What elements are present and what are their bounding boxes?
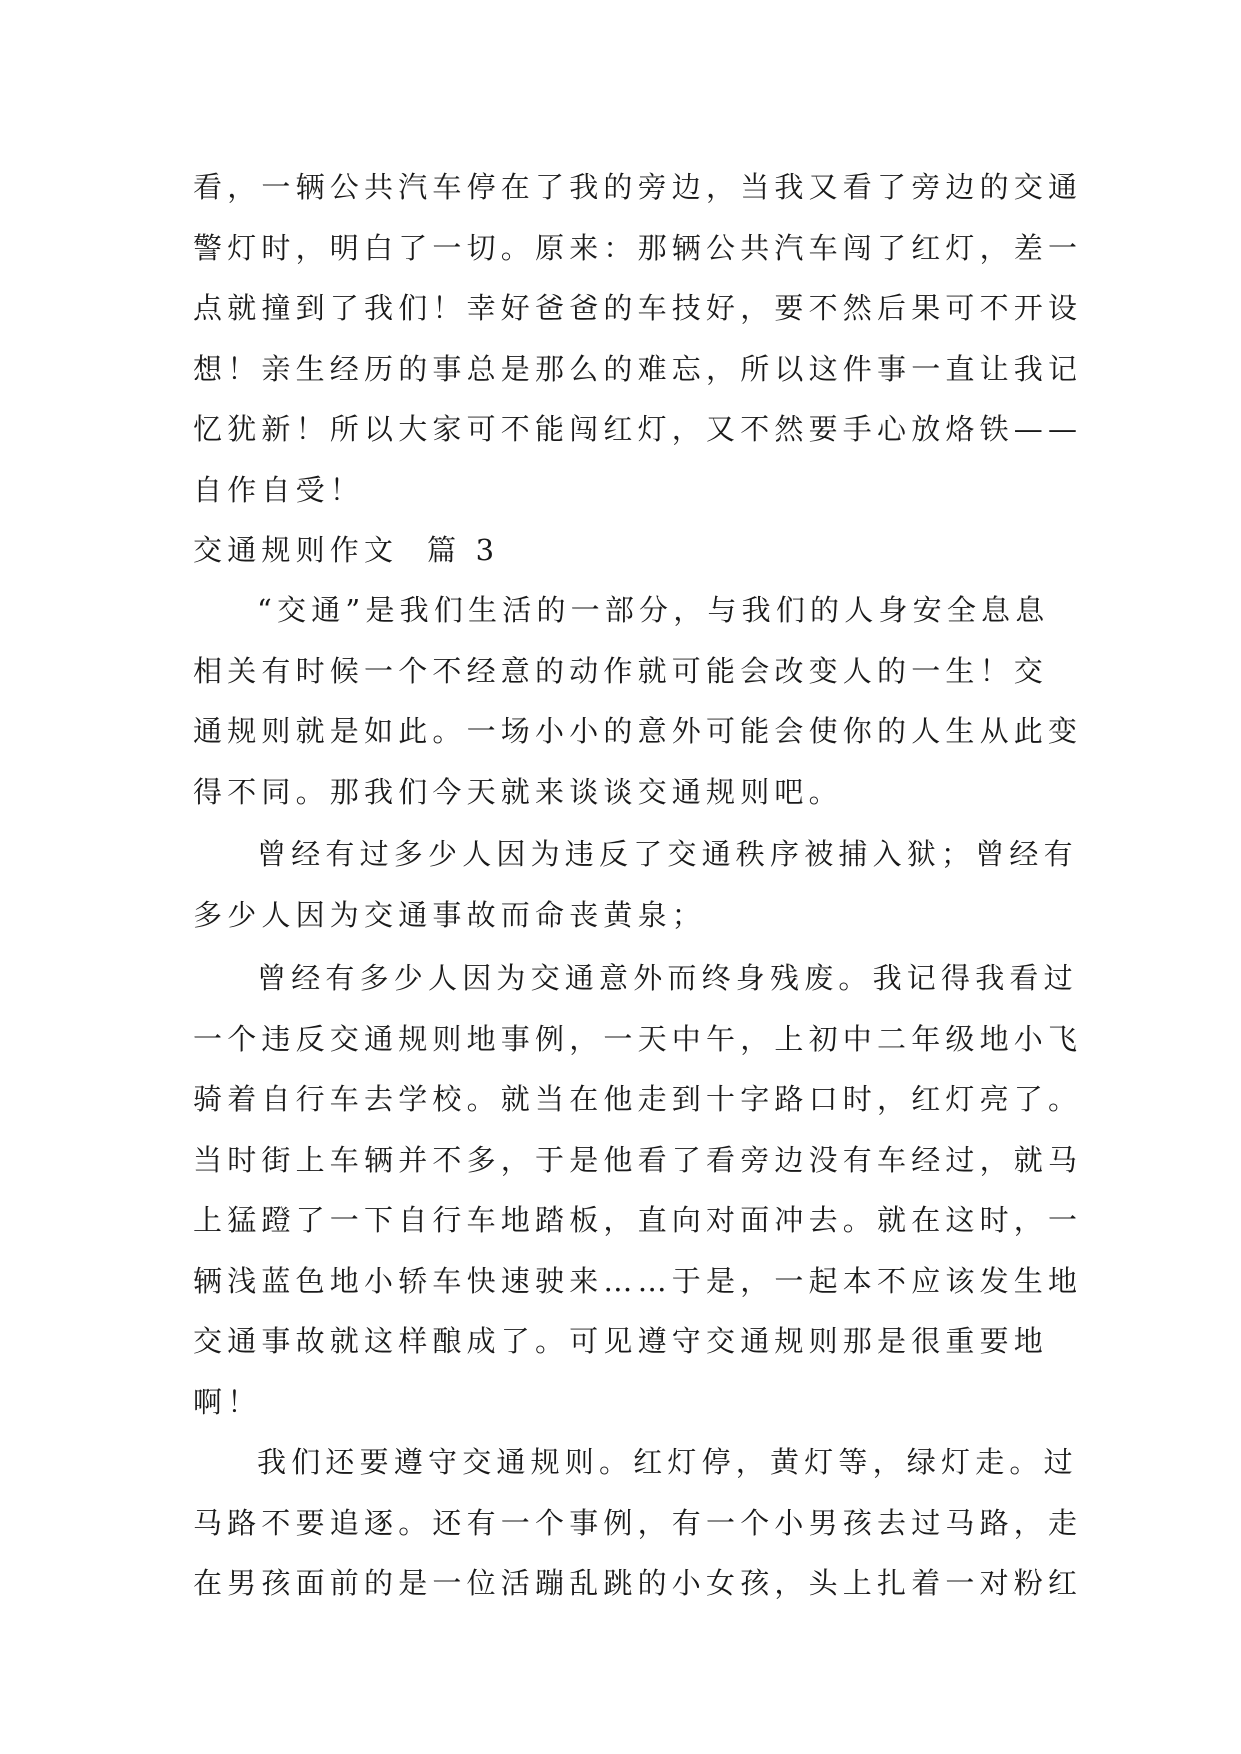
section-title: 交通规则作文 篇 3 (193, 533, 500, 567)
section-heading (193, 520, 1073, 581)
text-line: 警灯时，明白了一切。原来：那辆公共汽车闯了红灯，差一 (193, 230, 1083, 265)
text-line: 马路不要追逐。还有一个事例，有一个小男孩去过马路，走 (193, 1505, 1083, 1540)
text-line: 通规则就是如此。一场小小的意外可能会使你的人生从此变 (193, 714, 1083, 748)
text-line: 相关有时候一个不经意的动作就可能会改变人的一生！交 (193, 653, 1049, 688)
text-line: 当时街上车辆并不多，于是他看了看旁边没有车经过，就马 (193, 1142, 1083, 1177)
text-line: 上猛蹬了一下自行车地踏板，直向对面冲去。就在这时，一 (193, 1203, 1083, 1237)
text-line: 曾经有过多少人因为违反了交通秩序被捕入狱；曾经有 (257, 837, 1078, 871)
text-line: 得不同。那我们今天就来谈谈交通规则吧。 (193, 774, 843, 809)
text-line: 辆浅蓝色地小轿车快速驶来……于是，一起本不应该发生地 (193, 1263, 1083, 1298)
text-line: 自作自受！ (193, 472, 365, 507)
text-line: 骑着自行车去学校。就当在他走到十字路口时，红灯亮了。 (193, 1082, 1083, 1116)
paragraph-2 (193, 824, 1078, 945)
text-line: 看，一辆公共汽车停在了我的旁边，当我又看了旁边的交通 (193, 170, 1083, 204)
text-line: 在男孩面前的是一位活蹦乱跳的小女孩，头上扎着一对粉红 (193, 1566, 1083, 1600)
paragraph-1 (193, 580, 1083, 822)
text-line: 我们还要遵守交通规则。红灯停，黄灯等，绿灯走。过 (257, 1445, 1078, 1479)
text-line: 想！亲生经历的事总是那么的难忘，所以这件事一直让我记 (193, 351, 1083, 386)
text-line: 忆犹新！所以大家可不能闯红灯，又不然要手心放烙铁—— (193, 412, 1083, 446)
text-line: 一个违反交通规则地事例，一天中午，上初中二年级地小飞 (193, 1021, 1083, 1056)
paragraph-4 (193, 1432, 1083, 1614)
text-line: “交通”是我们生活的一部分，与我们的人身安全息息 (257, 593, 1050, 627)
text-line: 多少人因为交通事故而命丧黄泉； (193, 897, 707, 932)
text-line: 曾经有多少人因为交通意外而终身残废。我记得我看过 (257, 961, 1078, 995)
continued-paragraph (193, 157, 1083, 520)
text-line: 啊！ (193, 1384, 262, 1419)
paragraph-3 (193, 948, 1083, 1432)
text-line: 点就撞到了我们！幸好爸爸的车技好，要不然后果可不开设 (193, 291, 1083, 325)
text-line: 交通事故就这样酿成了。可见遵守交通规则那是很重要地 (193, 1324, 1049, 1358)
